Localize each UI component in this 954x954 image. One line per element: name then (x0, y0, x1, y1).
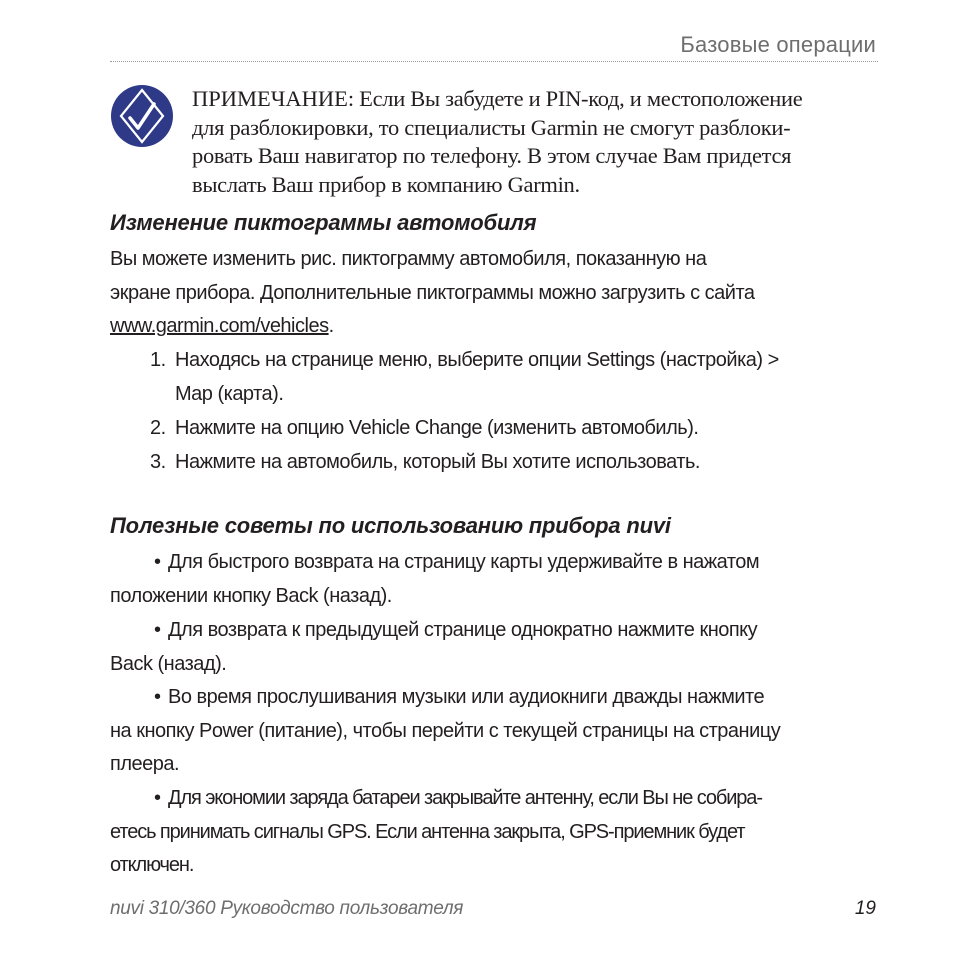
step-item: 3. Нажмите на автомобиль, который Вы хотите использовать. (150, 446, 875, 480)
step-item: 2. Нажмите на опцию Vehicle Change (изменить автомобиль). (150, 412, 875, 446)
page-number: 19 (854, 898, 876, 919)
vehicle-intro: Вы можете изменить рис. пиктограмму автомобиля, показанную на экране прибора. Дополнительные пиктограммы можно загрузить с сайта www.garmin.com/vehicles. (110, 248, 755, 338)
note-label: ПРИМЕЧАНИЕ (192, 86, 348, 111)
header-divider (110, 61, 878, 62)
tip-item: • Для возврата к предыдущей странице однократно нажмите кнопку Back (назад). (110, 614, 875, 681)
tips-heading: Полезные советы по использованию прибора nuvi (110, 513, 671, 538)
step-number: 1. (150, 349, 166, 371)
bullet: • (154, 686, 161, 708)
section-header: Базовые операции (680, 32, 876, 57)
bullet: • (154, 619, 161, 641)
vehicles-link[interactable]: www.garmin.com/vehicles (110, 315, 329, 338)
note-line: выслать Ваш прибор в компанию Garmin. (192, 171, 580, 197)
bullet: • (154, 787, 160, 809)
note-block (192, 85, 872, 199)
bullet: • (154, 551, 161, 573)
tip-item: • Для быстрого возврата на страницу карты удерживайте в нажатом положении кнопку Back (назад). (110, 546, 875, 613)
note-checkmark-icon (110, 84, 174, 148)
note-line: ровать Ваш навигатор по телефону. В этом случае Вам придется (192, 143, 792, 169)
step-number: 2. (150, 417, 166, 439)
tip-item: • Во время прослушивания музыки или аудиокниги дважды нажмите на кнопку Power (питание), чтобы перейти с текущей страницы на страницу плеера. (110, 681, 875, 782)
tip-item: • Для экономии заряда батареи закрывайте антенну, если Вы не собира- етесь принимать сигналы GPS. Если антенна закрыта, GPS-приемник будет отключен. (110, 782, 875, 883)
note-line: ПРИМЕЧАНИЕ: Если Вы забудете и PIN-код, и местоположение (192, 86, 803, 111)
vehicle-heading: Изменение пиктограммы автомобиля (110, 210, 537, 235)
footer-manual-title: nuvi 310/360 Руководство пользователя (110, 898, 464, 919)
step-item: 1. Находясь на странице меню, выберите опции Settings (настройка) > Map (карта). (150, 344, 875, 411)
step-number: 3. (150, 451, 166, 473)
note-line: для разблокировки, то специалисты Garmin не смогут разблоки- (192, 114, 791, 140)
